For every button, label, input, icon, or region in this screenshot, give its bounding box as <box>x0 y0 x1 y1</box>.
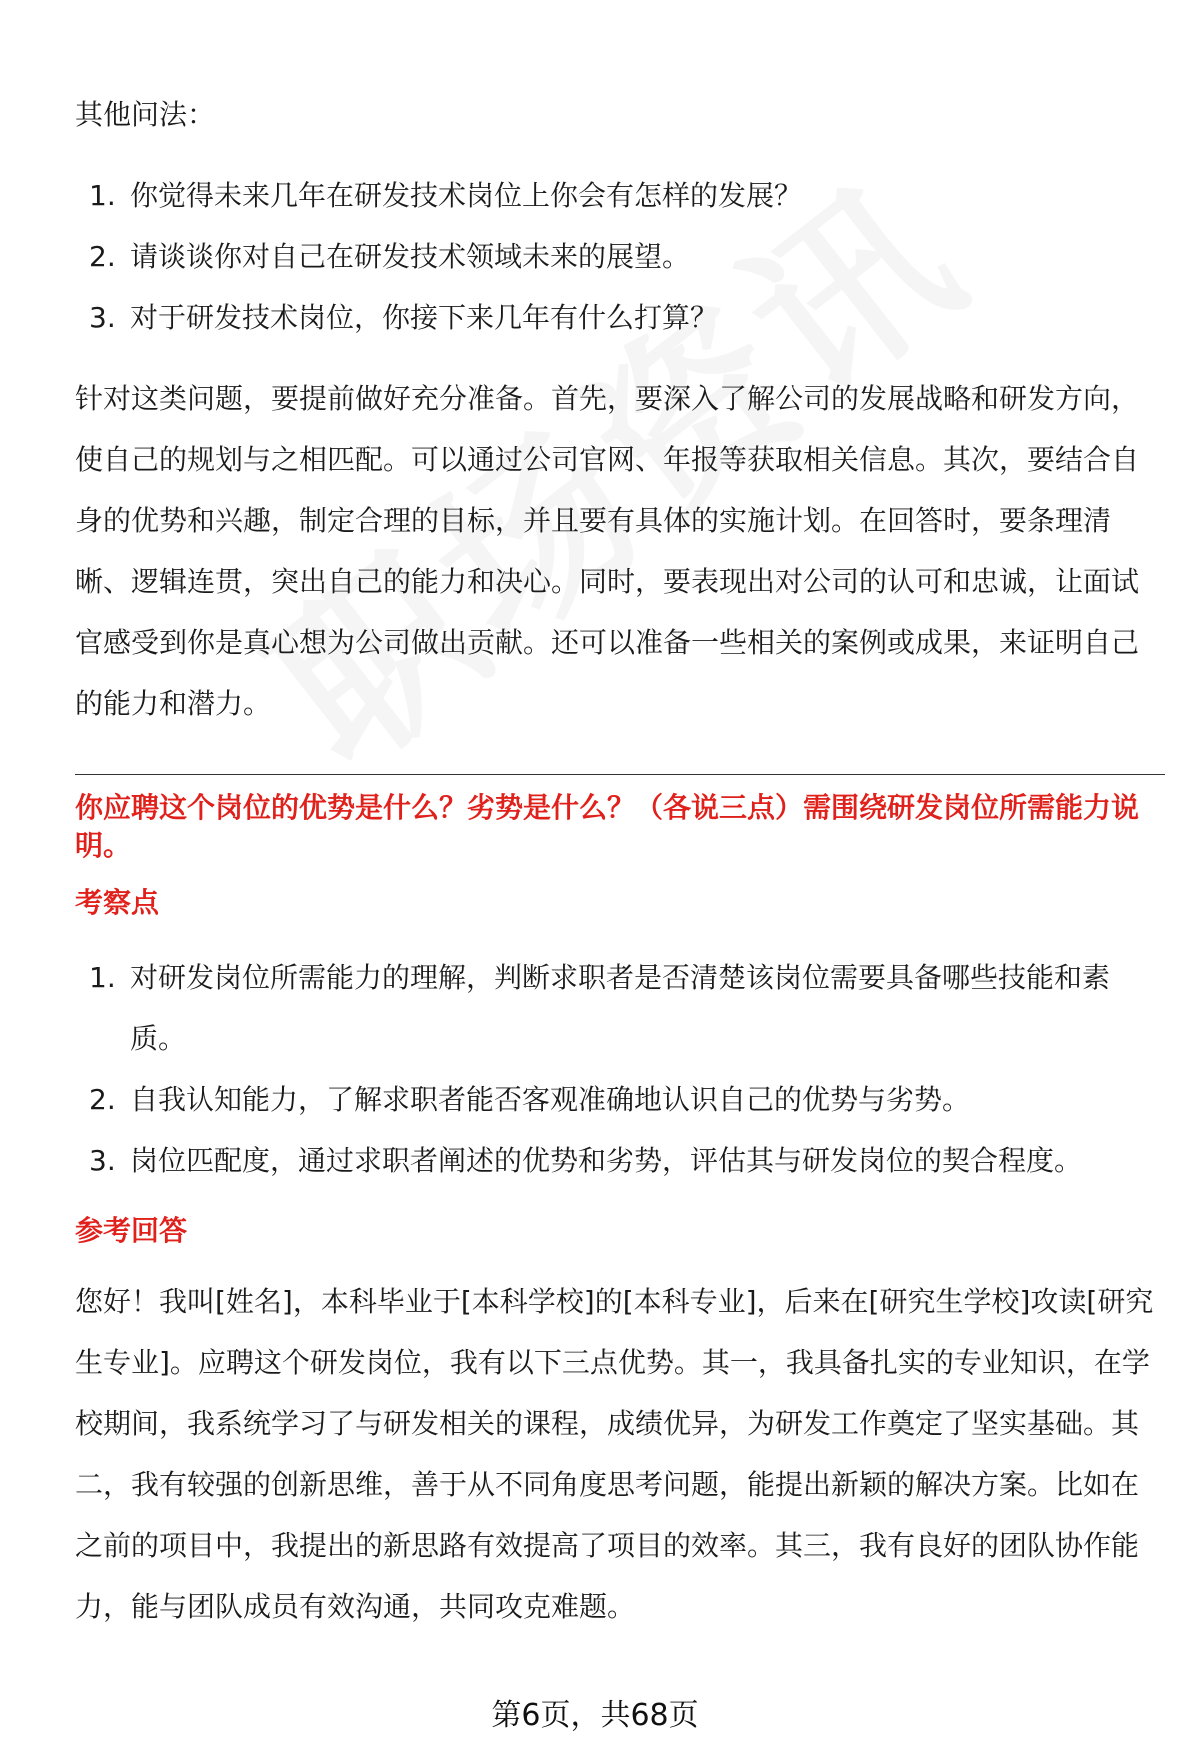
list-item <box>75 1130 1165 1191</box>
page-content <box>75 95 1165 1637</box>
list-item <box>75 1069 1165 1130</box>
list-text: 岗位匹配度，通过求职者阐述的优势和劣势，评估其与研发岗位的契合程度。 <box>130 1144 1083 1177</box>
list-number: 1. <box>89 179 116 212</box>
list-text: 请谈谈你对自己在研发技术领域未来的展望。 <box>130 240 691 273</box>
list-item <box>75 226 1165 287</box>
list-number: 3. <box>89 1144 116 1177</box>
list-number: 3. <box>89 301 116 334</box>
list-text: 你觉得未来几年在研发技术岗位上你会有怎样的发展？ <box>130 179 803 212</box>
list-item <box>75 165 1165 226</box>
exam-points-list <box>75 947 1165 1191</box>
alt-questions-list <box>75 165 1165 348</box>
list-number: 2. <box>89 1083 116 1116</box>
section-divider <box>75 774 1165 775</box>
list-item <box>75 947 1165 1069</box>
reference-answer-heading: 参考回答 <box>75 1214 188 1247</box>
list-text: 自我认知能力，了解求职者能否客观准确地认识自己的优势与劣势。 <box>130 1083 971 1116</box>
question-title: 你应聘这个岗位的优势是什么？劣势是什么？（各说三点）需围绕研发岗位所需能力说明。 <box>75 791 1140 862</box>
page-indicator: 第6页，共68页 <box>491 1698 699 1733</box>
list-item <box>75 287 1165 348</box>
exam-points-heading: 考察点 <box>75 886 160 919</box>
list-number: 1. <box>89 961 116 994</box>
alt-questions-intro: 其他问法： <box>75 98 216 131</box>
list-text: 对于研发技术岗位，你接下来几年有什么打算？ <box>130 301 719 334</box>
list-number: 2. <box>89 240 116 273</box>
list-text: 对研发岗位所需能力的理解，判断求职者是否清楚该岗位需要具备哪些技能和素质。 <box>130 961 1111 1055</box>
answer-paragraph: 针对这类问题，要提前做好充分准备。首先，要深入了解公司的发展战略和研发方向，使自己的规划与之相匹配。可以通过公司官网、年报等获取相关信息。其次，要结合自身的优势和兴趣，制定合理的目标，并且要有具体的实施计划。在回答时，要条理清晰、逻辑连贯，突出自己的能力和决心。同时，要表现出对公司的认可和忠诚，让面试官感受到你是真心想为公司做出贡献。还可以准备一些相关的案例或成果，来证明自己的能力和潜力。 <box>75 382 1140 720</box>
reference-answer-paragraph: 您好！我叫[姓名]，本科毕业于[本科学校]的[本科专业]，后来在[研究生学校]攻读[研究生专业]。应聘这个研发岗位，我有以下三点优势。其一，我具备扎实的专业知识，在学校期间，我系统学习了与研发相关的课程，成绩优异，为研发工作奠定了坚实基础。其二，我有较强的创新思维，善于从不同角度思考问题，能提出新颖的解决方案。比如在之前的项目中，我提出的新思路有效提高了项目的效率。其三，我有良好的团队协作能力，能与团队成员有效沟通，共同攻克难题。 <box>75 1285 1154 1623</box>
